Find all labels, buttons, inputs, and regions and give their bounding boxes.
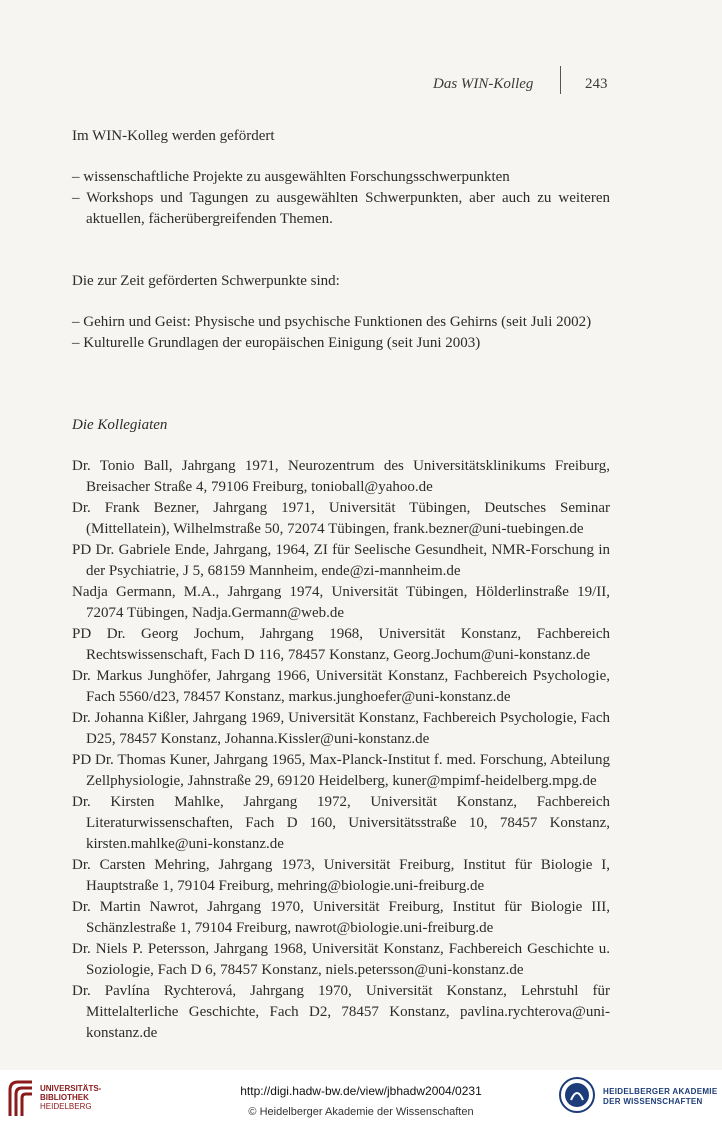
header-divider — [560, 66, 561, 94]
permalink[interactable]: http://digi.hadw-bw.de/view/jbhadw2004/0231 — [240, 1084, 482, 1098]
copyright-notice: © Heidelberger Akademie der Wissenschaften — [248, 1106, 474, 1118]
kollegiat-entry: Dr. Martin Nawrot, Jahrgang 1970, Universität Freiburg, Institut für Biologie III, Schänzlestraße 1, 79104 Freiburg, nawrot@biologie.uni-freiburg.de — [72, 899, 610, 936]
kollegiat-entry: Dr. Pavlína Rychterová, Jahrgang 1970, Universität Konstanz, Lehrstuhl für Mittelalterliche Geschichte, Fach D2, 78457 Konstanz, pavlina.rychterova@uni-konstanz.de — [72, 983, 610, 1041]
intro-item: – wissenschaftliche Projekte zu ausgewählten Forschungsschwerpunkten — [72, 169, 510, 185]
kollegiat-entry: PD Dr. Gabriele Ende, Jahrgang, 1964, ZI für Seelische Gesundheit, NMR-Forschung in der Psychiatrie, J 5, 68159 Mannheim, ende@zi-mannheim.de — [72, 542, 610, 579]
kollegiat-entry: PD Dr. Georg Jochum, Jahrgang 1968, Universität Konstanz, Fachbereich Rechtswissenschaft, Fach D 116, 78457 Konstanz, Georg.Jochum@uni-konstanz.de — [72, 626, 610, 663]
focus-item: – Kulturelle Grundlagen der europäischen Einigung (seit Juni 2003) — [72, 335, 481, 351]
intro-lead: Im WIN-Kolleg werden gefördert — [72, 128, 275, 144]
focus-item: – Gehirn und Geist: Physische und psychische Funktionen des Gehirns (seit Juli 2002) — [72, 314, 592, 330]
academy-logo-text: HEIDELBERGER AKADEMIE DER WISSENSCHAFTEN — [603, 1087, 718, 1106]
kollegiat-entry: PD Dr. Thomas Kuner, Jahrgang 1965, Max-Planck-Institut f. med. Forschung, Abteilung Zellphysiologie, Jahnstraße 29, 69120 Heidelberg, kuner@mpimf-heidelberg.mpg.de — [72, 752, 610, 789]
kollegiat-entry: Dr. Markus Junghöfer, Jahrgang 1966, Universität Konstanz, Fachbereich Psychologie, Fach 5560/d23, 78457 Konstanz, markus.junghoefer@uni-konstanz.de — [72, 668, 610, 705]
viewer-footer — [0, 1070, 722, 1124]
running-title: Das WIN-Kolleg — [433, 76, 534, 92]
intro-item: – Workshops und Tagungen zu ausgewählten Schwerpunkten, aber auch zu weiteren aktuellen, fächerübergreifenden Themen. — [72, 190, 610, 227]
kollegiat-entry: Dr. Frank Bezner, Jahrgang 1971, Universität Tübingen, Deutsches Seminar (Mittellatein), Wilhelmstraße 50, 72074 Tübingen, frank.bezner@uni-tuebingen.de — [72, 500, 610, 537]
kollegiat-entry: Dr. Carsten Mehring, Jahrgang 1973, Universität Freiburg, Institut für Biologie I, Hauptstraße 1, 79104 Freiburg, mehring@biologie.uni-freiburg.de — [72, 857, 610, 894]
kollegiat-entry: Dr. Niels P. Petersson, Jahrgang 1968, Universität Konstanz, Fachbereich Geschichte u. Soziologie, Fach D 6, 78457 Konstanz, niels.petersson@uni-konstanz.de — [72, 941, 610, 978]
kollegiat-entry: Dr. Johanna Kißler, Jahrgang 1969, Universität Konstanz, Fachbereich Psychologie, Fach D25, 78457 Konstanz, Johanna.Kissler@uni-konstanz.de — [72, 710, 610, 747]
main-text — [72, 126, 610, 1044]
academy-seal-icon[interactable] — [558, 1076, 596, 1114]
kollegiat-entry: Nadja Germann, M.A., Jahrgang 1974, Universität Tübingen, Hölderlinstraße 19/II, 72074 Tübingen, Nadja.Germann@web.de — [72, 584, 610, 621]
kollegiat-entry: Dr. Kirsten Mahlke, Jahrgang 1972, Universität Konstanz, Fachbereich Literaturwissenschaften, Fach D 160, Universitätsstraße 10, 78457 Konstanz, kirsten.mahlke@uni-konstanz.de — [72, 794, 610, 852]
library-logo-text: UNIVERSITÄTS- BIBLIOTHEK HEIDELBERG — [40, 1084, 102, 1111]
page-number: 243 — [585, 76, 608, 92]
focus-lead: Die zur Zeit geförderten Schwerpunkte sind: — [72, 273, 340, 289]
section-heading: Die Kollegiaten — [72, 417, 168, 433]
kollegiat-entry: Dr. Tonio Ball, Jahrgang 1971, Neurozentrum des Universitätsklinikums Freiburg, Breisacher Straße 4, 79106 Freiburg, tonioball@yahoo.de — [72, 458, 610, 495]
